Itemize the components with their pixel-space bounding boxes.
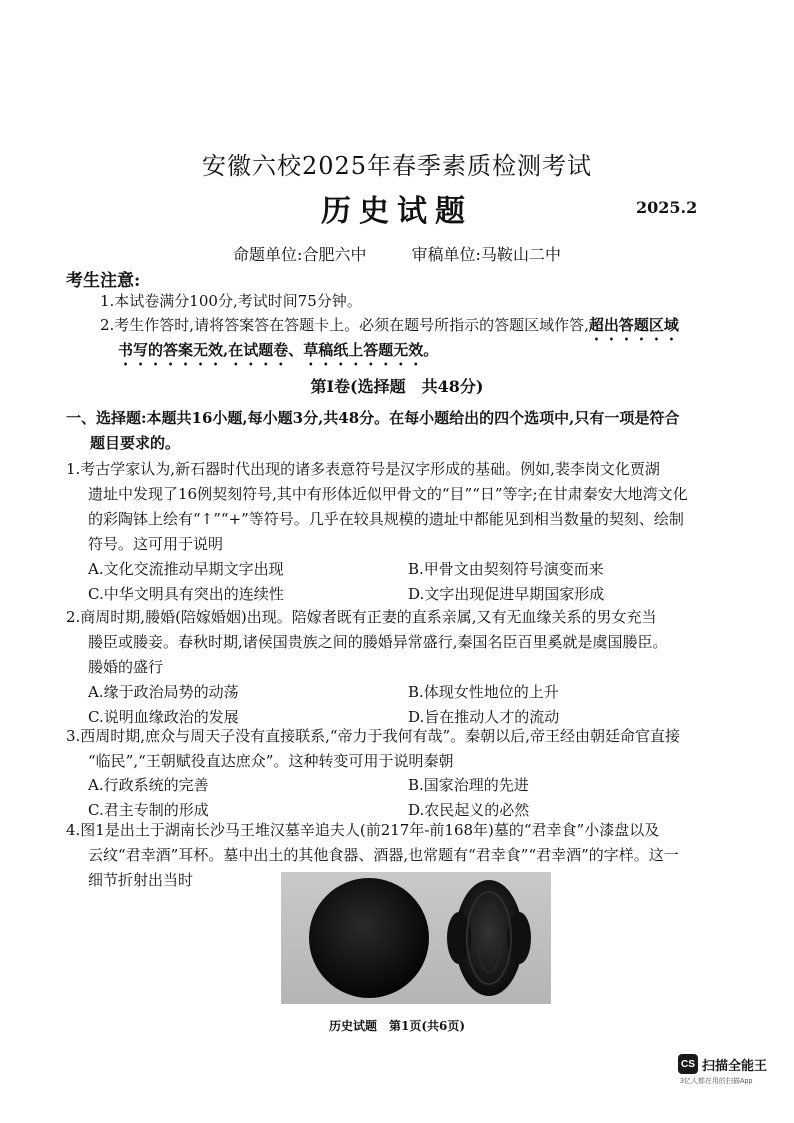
question-line: 遗址中发现了16例契刻符号,其中有形体近似甲骨文的“目”“日”等字;在甘肃秦安大地湾文化 [88,485,688,503]
notice-item-2-text: 2.考生作答时,请将答案答在答题卡上。必须在题号所指示的答题区域作答, [100,316,589,334]
section-title: 第Ⅰ卷(选择题 共48分) [310,377,484,396]
option-c: C.说明血缘政治的发展 [88,708,239,726]
notice-title: 考生注意: [66,271,141,291]
ear-cup [447,880,531,996]
option-a: A.文化交流推动早期文字出现 [88,560,284,578]
main-title: 历史试题 [321,194,473,229]
option-b: B.国家治理的先进 [408,776,529,794]
question-line: 3.西周时期,庶众与周天子没有直接联系,“帝力于我何有哉”。秦朝以后,帝王经由朝廷命官直接 [66,727,680,745]
notice-item-2-emphasis-b: 书写的答案无效,在试题卷、草稿纸上答题无效。 [118,341,439,359]
option-c: C.君主专制的形成 [88,801,209,819]
question-3-options [88,773,728,823]
author-unit: 命题单位:合肥六中 [233,245,367,264]
question-line: 4.图1是出土于湖南长沙马王堆汉墓辛追夫人(前217年-前168年)墓的“君幸食”小漆盘以及 [66,821,660,839]
authors-line [0,242,794,265]
option-a: A.行政系统的完善 [88,776,209,794]
option-b: B.甲骨文由契刻符号演变而来 [408,560,604,578]
option-c: C.中华文明具有突出的连续性 [88,585,284,603]
question-2 [66,605,746,680]
question-line: 细节折射出当时 [88,871,194,889]
question-line: 媵婚的盛行 [88,658,164,676]
school-title: 安徽六校2025年春季素质检测考试 [201,152,593,180]
figure-1-photo [281,872,551,1004]
notice-item-2-emphasis-a: 超出答题区域 [588,316,679,334]
question-line: 符号。这可用于说明 [88,535,224,553]
question-line: 1.考古学家认为,新石器时代出现的诸多表意符号是汉字形成的基础。例如,裴李岗文化贾湖 [66,460,660,478]
question-line: 媵臣或媵妾。春秋时期,诸侯国贵族之间的媵婚异常盛行,秦国名臣百里奚就是虞国媵臣。 [88,633,668,651]
instruction-line-2: 题目要求的。 [90,434,181,452]
option-d: D.农民起义的必然 [408,801,530,819]
question-line: 的彩陶钵上绘有“↑”“+”等符号。几乎在较具规模的遗址中都能见到相当数量的契刻、绘制 [88,510,684,528]
question-line: 云纹“君幸酒”耳杯。墓中出土的其他食器、酒器,也常题有“君幸食”“君幸酒”的字样。这一 [88,846,679,864]
question-3 [66,724,746,774]
section-instruction [66,406,746,456]
question-line: “临民”,“王朝赋役直达庶众”。这种转变可用于说明秦朝 [88,752,454,770]
scanner-tagline: 3亿人都在用的扫描App [680,1078,753,1085]
camscanner-logo-icon: CS [678,1054,698,1074]
lacquerware-image [281,872,551,1004]
question-1 [66,457,746,557]
exam-date: 2025.2 [636,198,698,217]
scanner-app-name: 扫描全能王 [702,1057,768,1073]
option-d: D.文字出现促进早期国家形成 [408,585,605,603]
scanner-watermark [678,1054,767,1074]
option-d: D.旨在推动人才的流动 [408,708,560,726]
option-a: A.缘于政治局势的动荡 [88,683,239,701]
option-b: B.体现女性地位的上升 [408,683,559,701]
question-2-options [88,680,728,730]
lacquer-plate [309,878,429,998]
question-1-options [88,557,728,607]
page-footer: 历史试题 第1页(共6页) [328,1019,466,1033]
question-line: 2.商周时期,媵婚(陪嫁婚姻)出现。陪嫁者既有正妻的直系亲属,又有无血缘关系的男女充当 [66,608,657,626]
reviewer-unit: 审稿单位:马鞍山二中 [411,245,561,264]
notice-item-1: 1.本试卷满分100分,考试时间75分钟。 [100,292,362,310]
instruction-line-1: 一、选择题:本题共16小题,每小题3分,共48分。在每小题给出的四个选项中,只有一项是符合 [66,409,680,427]
